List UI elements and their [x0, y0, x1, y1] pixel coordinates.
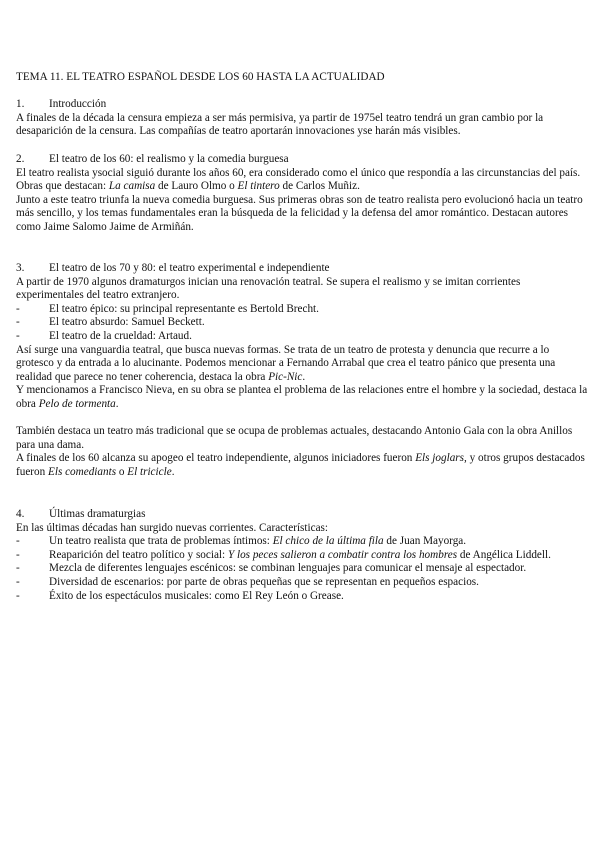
paragraph: También destaca un teatro más tradicional que se ocupa de problemas actuales, destacando Antonio Gala con la obra Anillos para una dama. — [16, 425, 573, 451]
list-item: - Diversidad de escenarios: por parte de obras pequeñas que se representan en pequeños espacios. — [16, 575, 479, 588]
list-item: - El teatro épico: su principal representante es Bertold Brecht. — [16, 302, 319, 315]
paragraph: Junto a este teatro triunfa la nueva comedia burguesa. Sus primeras obras son de teatro realista pero evolucionó hacia un teatro más sencillo, y los temas fundamentales eran la búsqueda de la felicidad y la defensa del amor romántico. Destacan autores como Jaime Salomo Jaime de Armiñán. — [16, 193, 583, 233]
document-title: TEMA 11. EL TEATRO ESPAÑOL DESDE LOS 60 HASTA LA ACTUALIDAD — [16, 71, 385, 83]
section-number: 2. — [16, 153, 25, 165]
work-title: Y los peces salieron a combatir contra los hombres — [227, 548, 458, 561]
paragraph: A finales de los 60 alcanza su apogeo el teatro independiente, algunos iniciadores fueron Els joglars, y otros grupos destacados fueron Els comediants o El tricicle. — [16, 452, 585, 478]
paragraph: El teatro realista ysocial siguió durante los años 60, era considerado como el único que respondía a las circunstancias del país. Obras que destacan: La camisa de Lauro Olmo o El tintero de Carlos Muñiz. — [16, 166, 581, 193]
list-item: - El teatro de la crueldad: Artaud. — [16, 329, 192, 342]
section-heading — [16, 153, 588, 167]
paragraph: En las últimas décadas han surgido nuevas corrientes. Características: — [16, 521, 329, 534]
group-name: Els joglars, — [415, 452, 467, 465]
list-item: - El teatro absurdo: Samuel Beckett. — [16, 316, 205, 329]
section-teatro-60 — [16, 153, 588, 235]
list-item: - Mezcla de diferentes lenguajes escénicos: se combinan lenguajes para comunicar el mensaje al espectador. — [16, 562, 527, 575]
section-heading — [16, 98, 588, 112]
group-name: Els comediants — [48, 465, 117, 478]
list-item: - Éxito de los espectáculos musicales: como El Rey León o Grease. — [16, 589, 344, 602]
paragraph: A partir de 1970 algunos dramaturgos inician una renovación teatral. Se supera el realismo y se imitan corrientes experimentales del teatro extranjero. — [16, 275, 521, 302]
work-title: Pelo de tormenta — [38, 397, 116, 410]
section-title: El teatro de los 60: el realismo y la comedia burguesa — [49, 153, 289, 165]
section-heading — [16, 508, 588, 522]
section-number: 3. — [16, 262, 25, 274]
paragraph: Y mencionamos a Francisco Nieva, en su obra se plantea el problema de las relaciones entre el hombre y la sociedad, destaca la obra Pelo de tormenta. — [16, 384, 588, 410]
section-title: El teatro de los 70 y 80: el teatro experimental e independiente — [49, 262, 330, 274]
paragraph: A finales de la década la censura empieza a ser más permisiva, ya partir de 1975el teatro tendrá un gran cambio por la desaparición de la censura. Las compañías de teatro aportarán innovaciones yse harán más visibles. — [16, 111, 544, 138]
section-teatro-70-80 — [16, 262, 588, 480]
section-heading — [16, 262, 588, 276]
group-name: El tricicle — [127, 465, 172, 478]
section-introduccion — [16, 98, 588, 139]
list-item: - Reaparición del teatro político y social: Y los peces salieron a combatir contra los hombres de Angélica Liddell. — [16, 548, 551, 561]
work-title: El tintero — [237, 180, 280, 193]
section-title: Introducción — [49, 98, 107, 110]
section-number: 4. — [16, 508, 25, 520]
list-item: - Un teatro realista que trata de problemas íntimos: El chico de la última fila de Juan Mayorga. — [16, 535, 467, 548]
section-number: 1. — [16, 98, 25, 110]
section-title: Últimas dramaturgias — [49, 508, 146, 520]
work-title: Pic-Nic — [268, 370, 303, 383]
paragraph: Así surge una vanguardia teatral, que busca nuevas formas. Se trata de un teatro de protesta y denuncia que recurre a lo grotesco y da entrada a lo alucinante. Podemos mencionar a Fernando Arrabal que crea el teatro pánico que presenta una realidad que parece no tener coherencia, destaca la obra Pic-Nic. — [16, 343, 556, 383]
section-ultimas-dramaturgias — [16, 508, 588, 603]
work-title: La camisa — [108, 180, 156, 193]
work-title: El chico de la última fila — [272, 535, 384, 548]
